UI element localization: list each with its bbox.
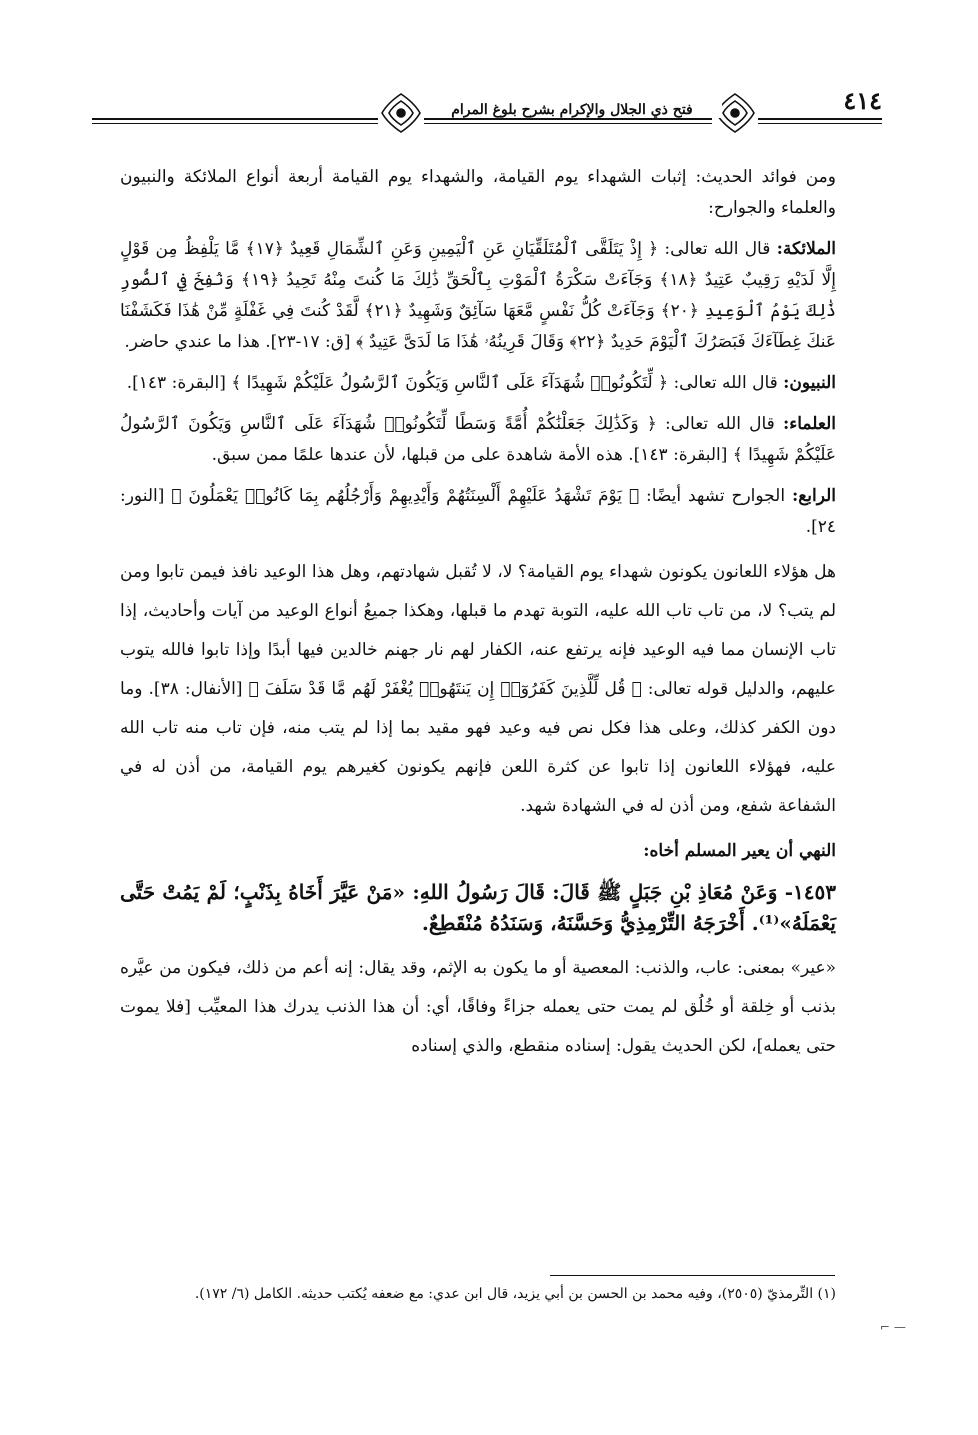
fourth-label: الرابع: [791,486,836,506]
prophets-paragraph [120,368,836,399]
prophets-text: قال الله تعالى: ﴿ لِّتَكُونُوا۟ شُهَدَآءَ عَلَى ٱلنَّاسِ وَيَكُونَ ٱلرَّسُولُ عَلَيْكُمْ شَهِيدًا ﴾ [البقرة: ١٤٣]. [126,373,778,393]
angels-label: الملائكة: [776,239,837,259]
page-header [92,88,882,138]
page-number: ٤١٤ [835,86,882,115]
fourth-paragraph [120,481,836,543]
fourth-text: الجوارح تشهد أيضًا: ﴿ يَوْمَ تَشْهَدُ عَلَيْهِمْ أَلْسِنَتُهُمْ وَأَيْدِيهِمْ وَأَرْجُلُهُم بِمَا كَانُوا۟ يَعْمَلُونَ ﴾ [النور: ٢٤]. [120,486,836,537]
scan-marks: ⌐ — [880,1320,906,1334]
page-body [120,162,836,1076]
scholars-label: العلماء: [782,414,836,434]
discussion-paragraph: هل هؤلاء اللعانون يكونون شهداء يوم القيامة؟ لا، لا تُقبل شهادتهم، وهل هذا الوعيد نافذ فيمن تابوا ومن لم يتب؟ لا، من تاب تاب الله عليه، التوبة تهدم ما قبلها، وهكذا جميعُ أنواع الوعيد من آيات وأحاديث، إذا تاب الإنسان مما فيه الوعيد فإنه يرتفع عنه، الكفار لهم نار جهنم خالدين فيها أبدًا وإذا تابوا فالله يتوب عليهم، والدليل قوله تعالى: ﴿ قُل لِّلَّذِينَ كَفَرُوٓا۟ إِن يَنتَهُوا۟ يُغْفَرْ لَهُم مَّا قَدْ سَلَفَ ﴾ [الأنفال: ٣٨]. وما دون الكفر كذلك، وعلى هذا فكل نص فيه وعيد فهو مقيد بما إذا لم يتب منه، فإن تاب منه تاب الله عليه، فهؤلاء اللعانون إذا تابوا عن كثرة اللعن فإنهم يكونون كغيرهم يوم القيامة، من أذن له في الشفاعة شفع، ومن أذن له في الشهادة شهد. [120,562,837,816]
scholars-text: قال الله تعالى: ﴿ وَكَذَٰلِكَ جَعَلْنَٰكُمْ أُمَّةً وَسَطًا لِّتَكُونُوا۟ شُهَدَآءَ عَلَى ٱلنَّاسِ وَيَكُونَ ٱلرَّسُولُ عَلَيْكُمْ شَهِيدًا ﴾ [البقرة: ١٤٣]. هذه الأمة شاهدة على من قبلها، لأن عندها علمًا ممن سبق. [120,414,836,465]
explanation-paragraph: «عير» بمعنى: عاب، والذنب: المعصية أو ما يكون به الإثم، وقد يقال: إنه أعم من ذلك، فيكون من عيَّره بذنب أو خِلقة أو خُلُق لم يمت حتى يعمله جزاءً وفاقًا، أي: أن هذا الذنب يدرك هذا المعيِّب [فلا يموت حتى يعمله]، لكن الحديث يقول: إسناده منقطع، والذي إسناده [120,958,836,1056]
prophets-label: النبيون: [783,373,836,393]
footnote: (١) التِّرمذيّ (٢٥٠٥)، وفيه محمد بن الحسن بن أبي يزيد، قال ابن عدي: مع ضعفه يُكتب حديثه. الكامل (٦/ ١٧٢). [194,1286,836,1302]
intro-paragraph: ومن فوائد الحديث: إثبات الشهداء يوم القيامة، والشهداء يوم القيامة أربعة أنواع الملائكة والنبيون والعلماء والجوارح: [120,167,836,218]
footnote-separator [550,1275,835,1276]
angels-paragraph [120,234,836,358]
angels-text: قال الله تعالى: ﴿ إِذْ يَتَلَقَّى ٱلْمُتَلَقِّيَانِ عَنِ ٱلْيَمِينِ وَعَنِ ٱلشِّمَالِ قَعِيدٌ ﴿١٧﴾ مَّا يَلْفِظُ مِن قَوْلٍ إِلَّا لَدَيْهِ رَقِيبٌ عَتِيدٌ ﴿١٨﴾ وَجَآءَتْ سَكْرَةُ ٱلْمَوْتِ بِٱلْحَقِّ ذَٰلِكَ مَا كُنتَ مِنْهُ تَحِيدُ ﴿١٩﴾ وَنُفِخَ فِي ٱلصُّورِ ذَٰلِكَ يَوْمُ ٱلْوَعِيدِ ﴿٢٠﴾ وَجَآءَتْ كُلُّ نَفْسٍ مَّعَهَا سَآئِقٌ وَشَهِيدٌ ﴿٢١﴾ لَّقَدْ كُنتَ فِي غَفْلَةٍ مِّنْ هَٰذَا فَكَشَفْنَا عَنكَ غِطَآءَكَ فَبَصَرُكَ ٱلْيَوْمَ حَدِيدٌ ﴿٢٢﴾ وَقَالَ قَرِينُهُۥ هَٰذَا مَا لَدَىَّ عَتِيدٌ ﴾ [ق: ١٧-٢٣]. هذا ما عندي حاضر. [120,239,836,352]
header-rule [92,118,882,120]
book-title: فتح ذي الجلال والإكرام بشرح بلوغ المرام [422,102,722,118]
ornament-icon [378,90,424,136]
header-rule-thin [92,123,882,124]
scholars-paragraph [120,409,836,471]
hadith-text: ١٤٥٣- وَعَنْ مُعَاذِ بْنِ جَبَلٍ ﷺ قَالَ: قَالَ رَسُولُ اللهِ: «مَنْ عَيَّرَ أَخَاهُ بِذَنْبٍ؛ لَمْ يَمُتْ حَتَّى يَعْمَلَهُ»⁽¹⁾. أَخْرَجَهُ التِّرْمِذِيُّ وَحَسَّنَهُ، وَسَنَدُهُ مُنْقَطِعٌ. [120,880,836,935]
section-heading: النهي أن يعير المسلم أخاه: [643,841,836,861]
